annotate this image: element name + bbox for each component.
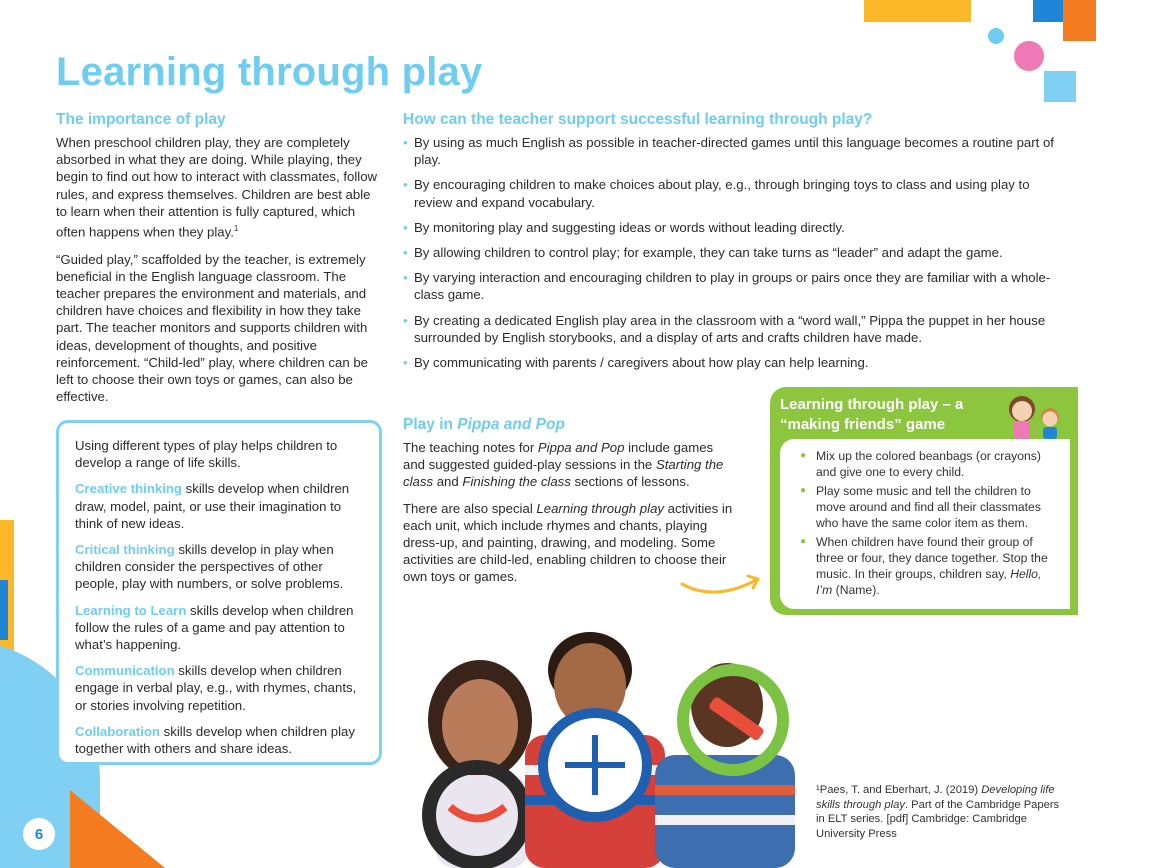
pippa-heading: Play in Pippa and Pop xyxy=(403,416,565,433)
support-heading: How can the teacher support successful learning through play? xyxy=(403,111,873,128)
list-item: • By using as much English as possible in teacher-directed games until this language becomes a routine part of play. xyxy=(403,134,1063,168)
skill-item: Communication skills develop when children engage in verbal play, e.g., with rhymes, chants, or stories involving repetition. xyxy=(75,663,357,713)
skill-item: Collaboration skills develop when children play together with others and share ideas. xyxy=(75,723,355,757)
children-cartoon-icon xyxy=(1000,391,1072,439)
game-steps xyxy=(780,439,1070,609)
list-item: • By monitoring play and suggesting ideas or words without leading directly. xyxy=(403,219,1063,236)
list-item: • By varying interaction and encouraging children to play in groups or pairs once they are familiar with a whole-class game. xyxy=(403,269,1063,303)
importance-heading: The importance of play xyxy=(56,111,226,128)
decor-pink-dot xyxy=(1014,41,1044,71)
children-photo xyxy=(415,625,810,868)
list-item: ● Play some music and tell the children to move around and find all their classmates who have the same color item as them. xyxy=(800,483,1056,531)
footnote: ¹Paes, T. and Eberhart, J. (2019) Developing life skills through play. Part of the Cambridge Papers in ELT series. [pdf] Cambridge: Cambridge University Press xyxy=(816,784,1060,840)
support-list xyxy=(403,134,1063,371)
decor-left-blue xyxy=(0,580,8,640)
list-item: • By allowing children to control play; for example, they can take turns as “leader” and adapt the game. xyxy=(403,244,1063,261)
list-item: • By communicating with parents / caregivers about how play can help learning. xyxy=(403,354,1063,371)
list-item: • By creating a dedicated English play area in the classroom with a “word wall,” Pippa the puppet in her house surrounded by English storybooks, and a display of arts and crafts children have made. xyxy=(403,312,1063,346)
pippa-paragraph-2: There are also special Learning through play activities in each unit, which include rhymes and chants, playing dress-up, and painting, drawing, and modeling. Some activities are child-led, enabling children to choose their own toys or games. xyxy=(403,500,733,585)
page-number: 6 xyxy=(23,818,55,850)
decor-orange-square xyxy=(1063,0,1096,41)
skill-item: Creative thinking skills develop when children draw, model, paint, or use their imagination to think of new ideas. xyxy=(75,481,350,531)
importance-section xyxy=(56,111,381,405)
game-title: Learning through play – a “making friends” game xyxy=(780,396,964,433)
list-item: ● Mix up the colored beanbags (or crayons) and give one to every child. xyxy=(800,448,1056,480)
skill-item: Learning to Learn skills develop when children follow the rules of a game and pay attention to what’s happening. xyxy=(75,602,354,653)
decor-blue-dot xyxy=(988,28,1004,44)
decor-blue-square xyxy=(1033,0,1063,22)
list-item: • By encouraging children to make choices about play, e.g., through bringing toys to class and using play to review and expand vocabulary. xyxy=(403,176,1063,210)
page-title: Learning through play xyxy=(56,50,483,94)
decor-yellow-bar xyxy=(864,0,971,22)
life-skills-box xyxy=(56,420,382,765)
pippa-paragraph-1: The teaching notes for Pippa and Pop include games and suggested guided-play sessions in the Starting the class and Finishing the class sections of lessons. xyxy=(403,440,724,490)
list-item: ● When children have found their group of three or four, they dance together. Stop the music. In their groups, children say, Hello, I’m (Name). xyxy=(800,534,1056,598)
importance-paragraph-1: When preschool children play, they are completely absorbed in what they are doing. While playing, they begin to find out how to interact with classmates, follow rules, and express themselves. Children are best able to learn when their attention is fully captured, which often happens when they play.$^1$ xyxy=(56,135,378,240)
pippa-section xyxy=(403,416,738,586)
footnote-ref: 1 xyxy=(233,224,239,234)
skill-item: Critical thinking skills develop in play when children consider the perspectives of other people, play with numbers, or solve problems. xyxy=(75,542,344,592)
support-section xyxy=(403,111,1063,379)
skills-intro: Using different types of play helps children to develop a range of life skills. xyxy=(75,438,338,471)
making-friends-game-box xyxy=(770,387,1078,615)
decor-orange-corner xyxy=(70,790,165,868)
curved-arrow-icon xyxy=(680,570,765,600)
decor-lightblue-square xyxy=(1044,71,1076,102)
importance-paragraph-2: “Guided play,” scaffolded by the teacher, is extremely beneficial in the English language classroom. The teacher prepares the environment and materials, and children have choices and flexibility in how they take part. The teacher monitors and supports children with ideas, development of thoughts, and positive reinforcement. “Child-led” play, where children can be left to choose their own toys or games, can also be effective. xyxy=(56,251,369,405)
